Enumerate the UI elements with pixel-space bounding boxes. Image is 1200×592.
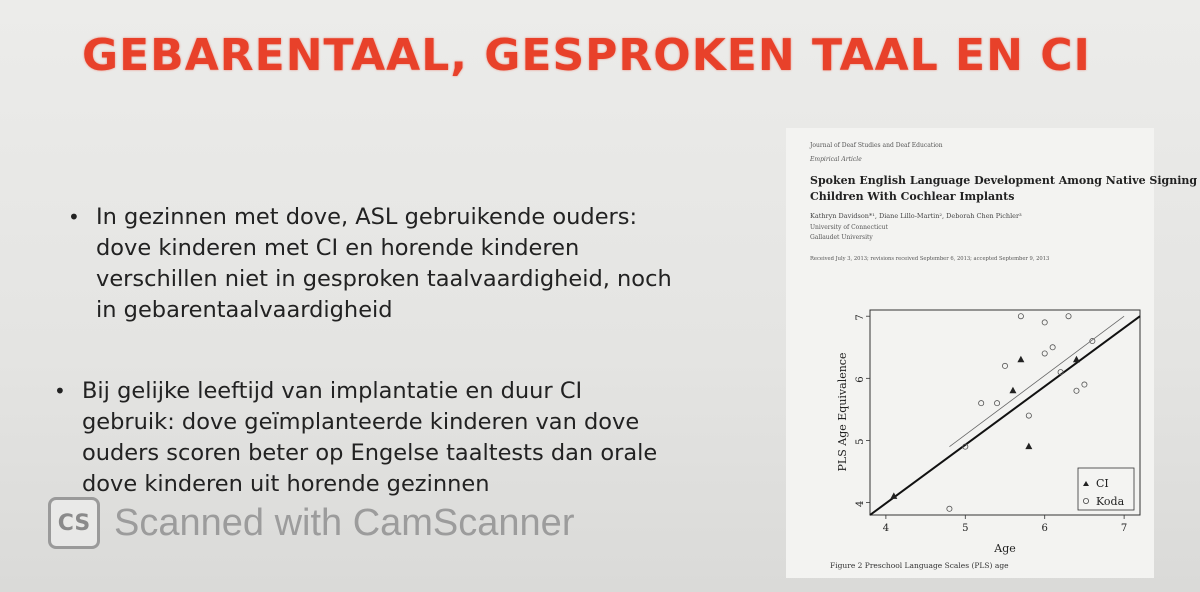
slide-title: GEBARENTAAL, GESPROKEN TAAL EN CI <box>82 30 1091 81</box>
data-point-ci <box>1073 356 1080 363</box>
bullet-line: in gebarentaalvaardigheid <box>96 297 393 323</box>
y-tick-label: 6 <box>855 376 866 383</box>
paper-title-line1: Spoken English Language Development Among Native Signing <box>810 174 1198 187</box>
data-point-koda <box>994 401 999 406</box>
x-tick-label: 7 <box>1120 523 1128 534</box>
y-tick-label: 5 <box>855 438 866 445</box>
paper-section: Empirical Article <box>810 156 862 163</box>
y-tick-label: 7 <box>855 314 866 321</box>
legend-koda-label: Koda <box>1096 495 1125 508</box>
y-axis-label: PLS Age Equivalence <box>836 352 849 472</box>
scatter-chart <box>810 300 1160 580</box>
y-tick-label: 4 <box>855 500 866 507</box>
bullet-item <box>54 376 722 500</box>
bullet-dot: • <box>54 379 66 403</box>
paper-journal: Journal of Deaf Studies and Deaf Education <box>810 142 943 149</box>
bullet-line: In gezinnen met dove, ASL gebruikende ouders: <box>96 204 638 230</box>
bullet-item <box>68 202 716 326</box>
bullet-line: ouders scoren beter op Engelse taaltests dan orale <box>82 440 658 466</box>
data-point-koda <box>1018 314 1023 319</box>
paper-received: Received July 3, 2013; revisions received September 6, 2013; accepted September 9, 2013 <box>810 256 1050 262</box>
bullet-line: gebruik: dove geïmplanteerde kinderen van dove <box>82 409 640 435</box>
paper-affiliation: Gallaudet University <box>810 234 873 241</box>
data-point-koda <box>979 401 984 406</box>
bullet-line: dove kinderen uit horende gezinnen <box>82 471 490 497</box>
legend-ci-label: CI <box>1096 477 1109 490</box>
legend <box>1078 468 1134 510</box>
figure-caption: Figure 2 Preschool Language Scales (PLS) age <box>830 561 1009 570</box>
paper-authors: Kathryn Davidson*¹, Diane Lillo-Martin², Deborah Chen Pichler³ <box>810 212 1022 220</box>
fit-line-koda <box>949 316 1124 446</box>
x-tick-label: 5 <box>962 523 969 534</box>
data-point-koda <box>1002 363 1007 368</box>
bullet-line: dove kinderen met CI en horende kinderen <box>96 235 580 261</box>
x-tick-label: 4 <box>882 523 890 534</box>
data-point-koda <box>1082 382 1087 387</box>
data-point-koda <box>1042 351 1047 356</box>
x-axis-label: Age <box>994 542 1016 555</box>
data-point-koda <box>1074 388 1079 393</box>
camscanner-logo-text: CS <box>57 510 91 536</box>
paper-title-line2: Children With Cochlear Implants <box>810 190 1015 203</box>
paper-affiliation: University of Connecticut <box>810 224 888 231</box>
data-point-koda <box>1050 345 1055 350</box>
watermark-text: Scanned with CamScanner <box>114 501 575 544</box>
camscanner-watermark <box>48 496 638 550</box>
data-point-koda <box>1066 314 1071 319</box>
camscanner-logo-icon <box>48 497 100 549</box>
data-point-koda <box>947 506 952 511</box>
data-point-koda <box>1026 413 1031 418</box>
data-point-ci <box>1017 356 1024 363</box>
bullet-dot: • <box>68 205 80 229</box>
data-point-ci <box>1025 443 1032 450</box>
bullet-line: verschillen niet in gesproken taalvaardigheid, noch <box>96 266 672 292</box>
x-tick-label: 6 <box>1041 523 1048 534</box>
bullet-line: Bij gelijke leeftijd van implantatie en duur CI <box>82 378 583 404</box>
data-point-koda <box>1042 320 1047 325</box>
data-point-ci <box>1009 387 1016 394</box>
